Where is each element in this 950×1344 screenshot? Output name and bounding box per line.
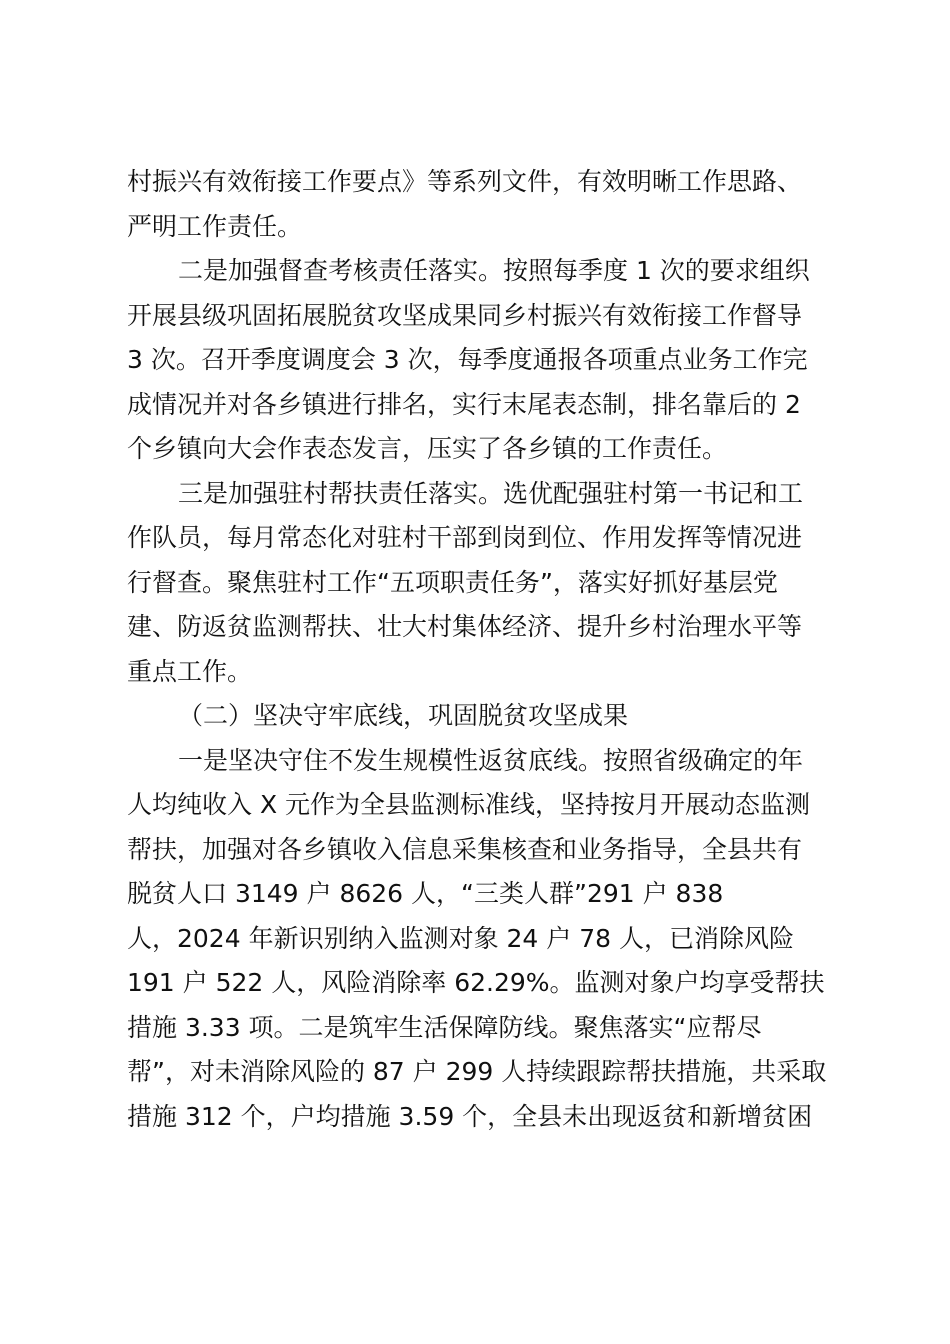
text-line: 重点工作。: [127, 656, 253, 686]
text-line: 行督查。聚焦驻村工作“五项职责任务”，落实好抓好基层党: [127, 567, 778, 597]
text-line: 人均纯收入 X 元作为全县监测标准线，坚持按月开展动态监测: [127, 790, 811, 819]
text-line: 作队员，每月常态化对驻村干部到岗到位、作用发挥等情况进: [127, 523, 803, 552]
text-line: 个乡镇向大会作表态发言，压实了各乡镇的工作责任。: [127, 434, 728, 463]
text-line: 脱贫人口 3149 户 8626 人，“三类人群”291 户 838: [127, 879, 724, 908]
text-line: 措施 312 个，户均措施 3.59 个，全县未出现返贫和新增贫困: [127, 1101, 813, 1131]
text-line: 成情况并对各乡镇进行排名，实行末尾表态制，排名靠后的 2: [127, 389, 801, 419]
text-line: 村振兴有效衔接工作要点》等系列文件，有效明晰工作思路、: [127, 167, 803, 196]
text-line: 3 次。召开季度调度会 3 次，每季度通报各项重点业务工作完: [127, 345, 808, 374]
text-line: 建、防返贫监测帮扶、壮大村集体经济、提升乡村治理水平等: [127, 612, 803, 641]
text-line: 帮扶，加强对各乡镇收入信息采集核查和业务指导，全县共有: [127, 834, 803, 864]
text-line: 人，2024 年新识别纳入监测对象 24 户 78 人，已消除风险: [127, 923, 794, 953]
text-line: 帮”，对未消除风险的 87 户 299 人持续跟踪帮扶措施，共采取: [127, 1057, 827, 1086]
text-line: 一是坚决守住不发生规模性返贫底线。按照省级确定的年: [178, 745, 804, 775]
text-line: 191 户 522 人，风险消除率 62.29%。监测对象户均享受帮扶: [127, 968, 825, 997]
text-line: 开展县级巩固拓展脱贫攻坚成果同乡村振兴有效衔接工作督导: [127, 300, 803, 330]
text-line: 严明工作责任。: [127, 211, 303, 241]
text-line: 措施 3.33 项。二是筑牢生活保障防线。聚焦落实“应帮尽: [127, 1012, 762, 1042]
text-line: （二）坚决守牢底线，巩固脱贫攻坚成果: [178, 701, 629, 730]
text-line: 三是加强驻村帮扶责任落实。选优配强驻村第一书记和工: [178, 478, 804, 508]
text-line: 二是加强督查考核责任落实。按照每季度 1 次的要求组织: [178, 256, 810, 285]
